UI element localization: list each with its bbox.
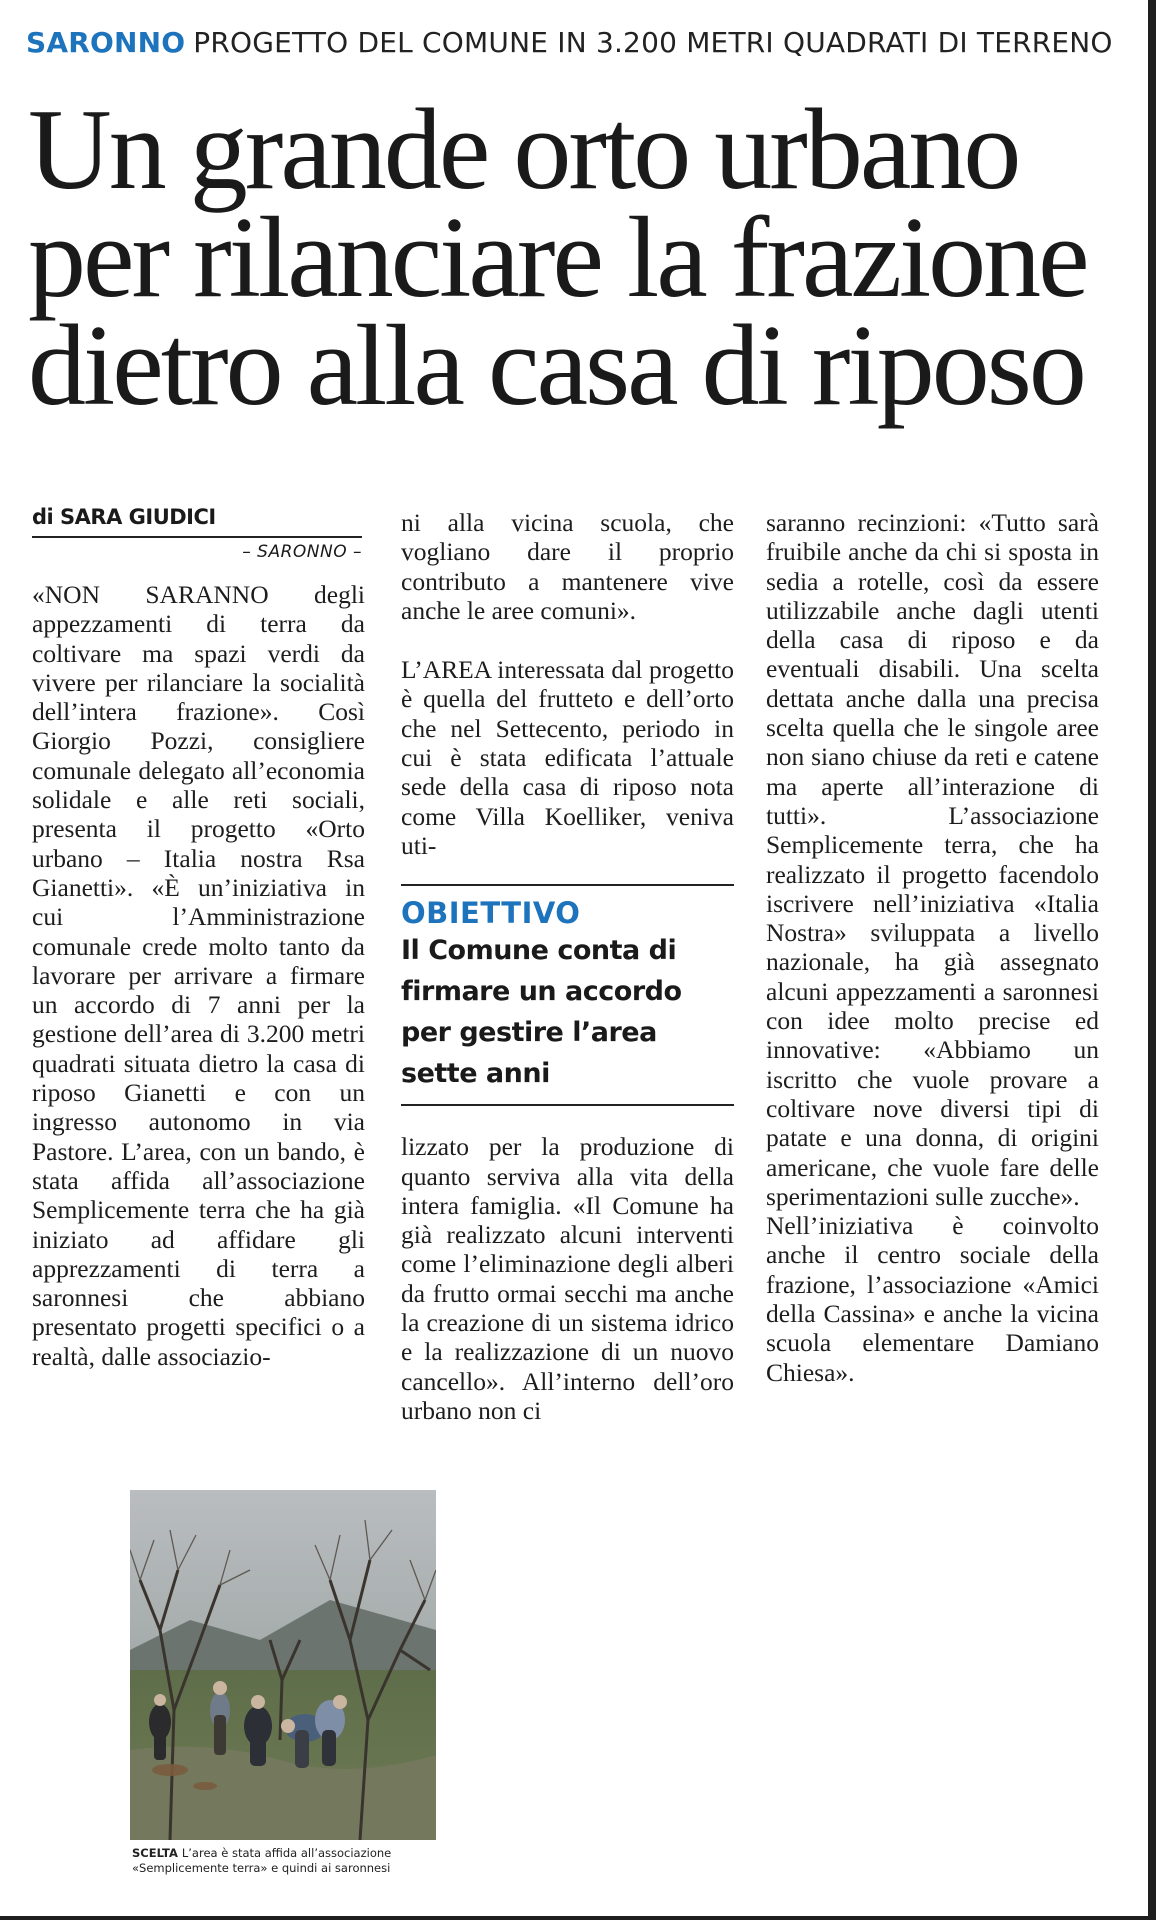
caption-lead: SCELTA: [132, 1846, 178, 1860]
box-divider-top: [401, 884, 734, 886]
article-column-1: [32, 580, 365, 1371]
byline-city: – SARONNO –: [242, 542, 362, 562]
column-3-paragraph-1: saranno recinzioni: «Tutto sarà fruibile anche da chi si sposta in sedia a rotelle, così da essere utilizzabile anche dagli utenti della casa di riposo e da eventuali disabili. Una scelta dettata anche dalla una precisa scelta quella che le singole aree non siano chiuse da reti e catene ma aperte all’interazione di tutti». L’associazione Semplicemente terra, che ha realizzato il progetto facendolo iscrivere nell’iniziativa «Italia Nostra» sviluppata a livello nazionale, ha già assegnato alcuni appezzamenti a saronnesi con idee molto precise ed innovative: «Abbiamo un iscritto che vuole provare a coltivare nove diversi tipi di patate e una donna, di origini americane, che vuole fare delle sperimentazioni sulle zucche».: [766, 508, 1099, 1211]
article-column-3: [766, 508, 1099, 1387]
box-divider-bottom: [401, 1104, 734, 1106]
column-2-paragraph-1: ni alla vicina scuola, che vogliano dare il proprio contributo a mantenere vive anche le aree comuni».: [401, 508, 734, 625]
article-column-2: [401, 508, 734, 1425]
box-label: OBIETTIVO: [401, 896, 581, 931]
column-1-text: «NON SARANNO degli appezzamenti di terra da coltivare ma spazi verdi da vivere per rilanciare la socialità dell’intera frazione». Così Giorgio Pozzi, consigliere comunale delegato all’economia solidale e alle reti sociali, presenta il progetto «Orto urbano – Italia nostra Rsa Gianetti». «È un’iniziativa in cui l’Amministrazione comunale crede molto tanto da lavorare per arrivare a firmare un accordo di 7 anni per la gestione dell’area di 3.200 metri quadrati situata dietro la casa di riposo Gianetti e con un ingresso autonomo in via Pastore. L’area, con un bando, è stata affida all’associazione Semplicemente terra che ha già iniziato ad affidare gli apprezzamenti di terra a saronnesi che abbiano presentato progetti specifici o a realtà, dalle associazio-: [32, 580, 365, 1371]
kicker: [26, 26, 1136, 59]
headline: [28, 86, 1128, 430]
column-2-paragraph-3: lizzato per la produzione di quanto serviva alla vita della intera famiglia. «Il Comune ha già realizzato alcuni interventi come l’eliminazione degli alberi da frutto ormai secchi ma anche la creazione di un sistema idrico e la realizzazione di un nuovo cancello». All’interno dell’oro urbano non ci: [401, 1132, 734, 1425]
kicker-place: SARONNO: [26, 26, 186, 59]
column-2-paragraph-2: L’AREA interessata dal progetto è quella del frutteto e dell’orto che nel Settecento, periodo in cui è stata edificata l’attuale sede della casa di riposo nota come Villa Koelliker, veniva uti-: [401, 655, 734, 860]
article-photo: [130, 1490, 436, 1840]
page-border-right: [1148, 0, 1156, 1920]
kicker-text: PROGETTO DEL COMUNE IN 3.200 METRI QUADRATI DI TERRENO: [193, 26, 1113, 59]
byline: [32, 504, 362, 564]
headline-line-3: dietro alla casa di riposo: [28, 302, 1084, 430]
headline-line-2: per rilanciare la frazione: [28, 194, 1087, 322]
column-3-paragraph-2: Nell’iniziativa è coinvolto anche il centro sociale della frazione, l’associazione «Amici della Cassina» e anche la vicina scuola elementare Damiano Chiesa».: [766, 1211, 1099, 1387]
headline-line-1: Un grande orto urbano: [28, 86, 1019, 214]
page-border-bottom: [0, 1916, 1156, 1920]
caption-text: L’area è stata affida all’associazione «Semplicemente terra» e quindi ai saronnesi: [132, 1846, 392, 1875]
box-text: Il Comune conta di firmare un accordo per gestire l’area sette anni: [401, 935, 682, 1090]
photo-caption: [132, 1846, 452, 1876]
byline-author: di SARA GIUDICI: [32, 504, 362, 538]
